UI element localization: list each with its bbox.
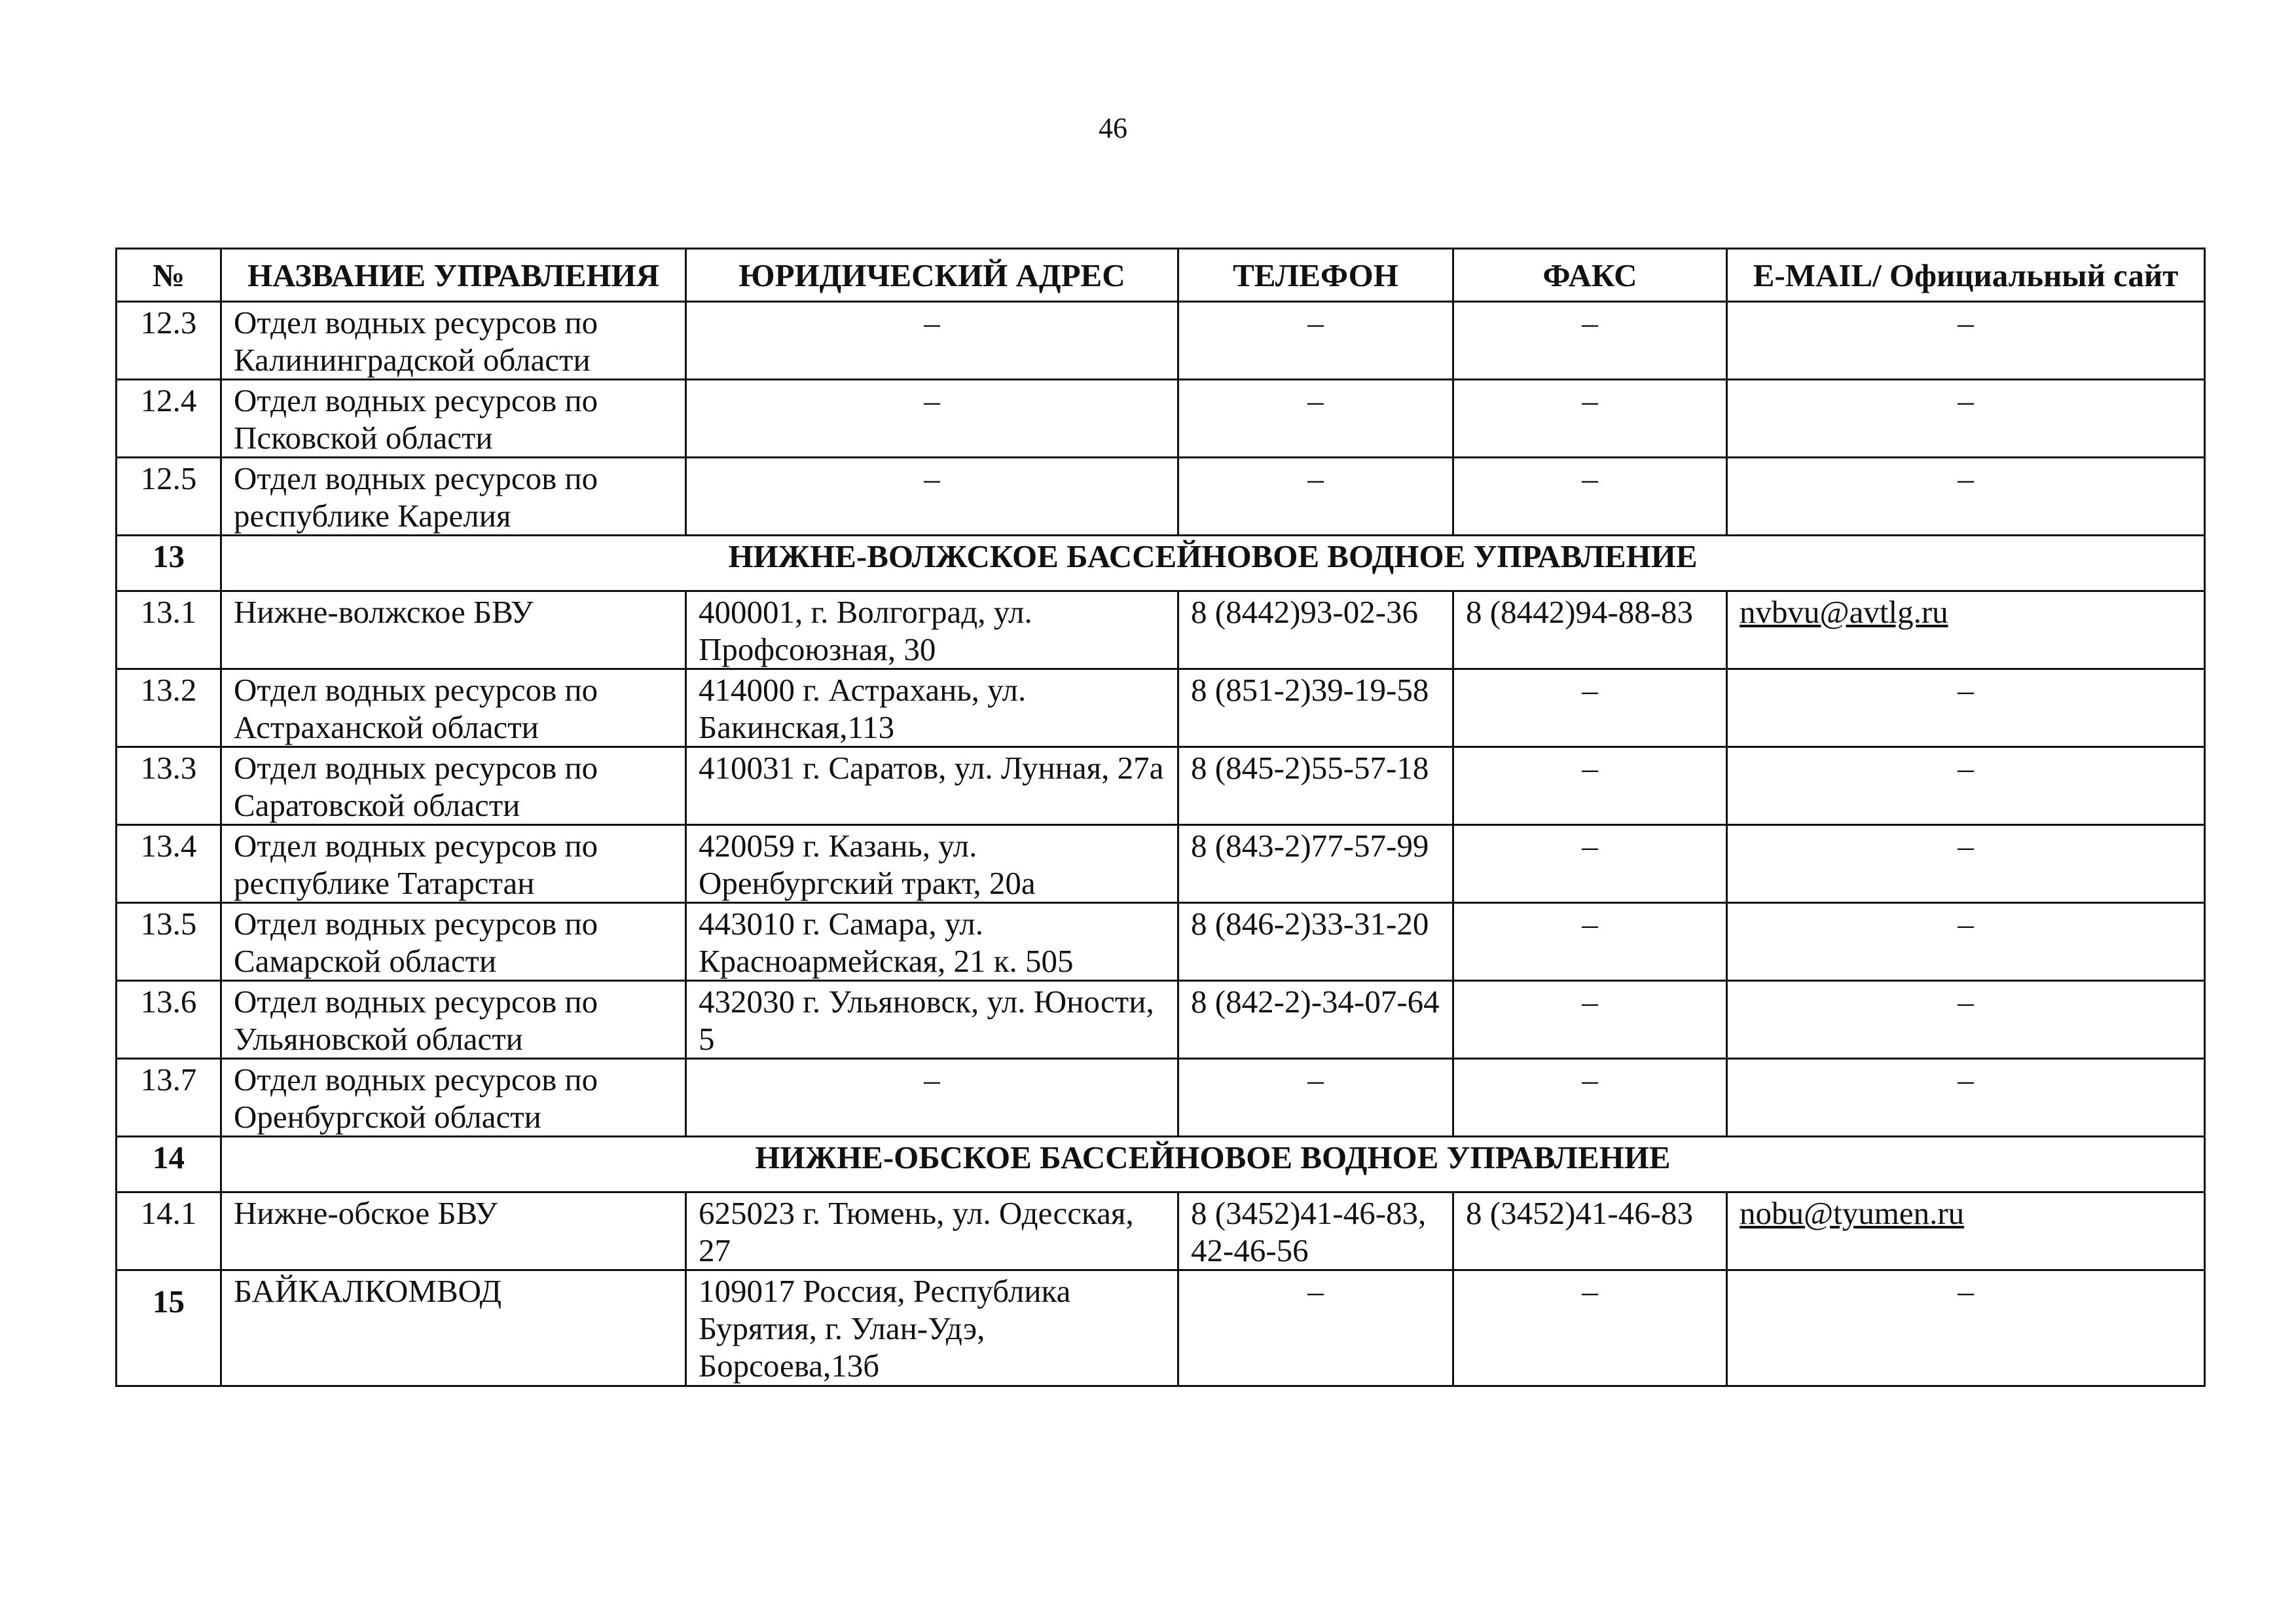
row-address: 400001, г. Волгоград, ул. Профсоюзная, 30	[686, 591, 1178, 669]
header-address: ЮРИДИЧЕСКИЙ АДРЕС	[686, 249, 1178, 302]
row-address: 432030 г. Ульяновск, ул. Юности, 5	[686, 981, 1178, 1059]
row-name: Отдел водных ресурсов по Астраханской области	[221, 669, 686, 747]
row-address: –	[686, 380, 1178, 458]
row-address: –	[686, 1059, 1178, 1137]
row-name: Отдел водных ресурсов по Саратовской области	[221, 747, 686, 825]
row-address: 414000 г. Астрахань, ул. Бакинская,113	[686, 669, 1178, 747]
table-row	[117, 669, 2205, 747]
row-fax: 8 (3452)41-46-83	[1453, 1192, 1727, 1270]
row-fax: –	[1453, 458, 1727, 536]
water-management-table	[115, 248, 2206, 1387]
row-phone: –	[1178, 380, 1453, 458]
table-row	[117, 747, 2205, 825]
row-num: 14.1	[117, 1192, 221, 1270]
row-name: Отдел водных ресурсов по Псковской области	[221, 380, 686, 458]
row-fax: –	[1453, 669, 1727, 747]
row-address: 443010 г. Самара, ул. Красноармейская, 21 к. 505	[686, 903, 1178, 981]
section-row	[117, 1137, 2205, 1192]
row-phone: 8 (8442)93-02-36	[1178, 591, 1453, 669]
table-header-row	[117, 249, 2205, 302]
row-num: 12.4	[117, 380, 221, 458]
table-row	[117, 591, 2205, 669]
section-row	[117, 536, 2205, 591]
page-number: 46	[1099, 112, 1127, 144]
row-num: 15	[117, 1270, 221, 1386]
header-email: E-MAIL/ Официальный сайт	[1727, 249, 2205, 302]
row-name: Отдел водных ресурсов по Самарской области	[221, 903, 686, 981]
row-email: –	[1727, 302, 2205, 380]
row-num: 13.1	[117, 591, 221, 669]
header-num: №	[117, 249, 221, 302]
row-fax: –	[1453, 1059, 1727, 1137]
row-phone: –	[1178, 1270, 1453, 1386]
row-fax: –	[1453, 747, 1727, 825]
row-email-link[interactable]: nobu@tyumen.ru	[1727, 1192, 2205, 1270]
row-phone: 8 (845-2)55-57-18	[1178, 747, 1453, 825]
row-address: –	[686, 302, 1178, 380]
row-num: 13.4	[117, 825, 221, 903]
header-phone: ТЕЛЕФОН	[1178, 249, 1453, 302]
row-name: Отдел водных ресурсов по Калининградской области	[221, 302, 686, 380]
table-row	[117, 825, 2205, 903]
row-email: –	[1727, 1059, 2205, 1137]
table-row	[117, 302, 2205, 380]
table-row	[117, 1192, 2205, 1270]
table-row	[117, 380, 2205, 458]
row-email: –	[1727, 669, 2205, 747]
row-address: 410031 г. Саратов, ул. Лунная, 27а	[686, 747, 1178, 825]
row-num: 12.3	[117, 302, 221, 380]
section-title: НИЖНЕ-ВОЛЖСКОЕ БАССЕЙНОВОЕ ВОДНОЕ УПРАВЛЕНИЕ	[221, 536, 2205, 591]
table-row	[117, 458, 2205, 536]
header-fax: ФАКС	[1453, 249, 1727, 302]
row-name: Отдел водных ресурсов по республике Татарстан	[221, 825, 686, 903]
section-num: 14	[117, 1137, 221, 1192]
row-fax: –	[1453, 903, 1727, 981]
row-email: –	[1727, 825, 2205, 903]
row-fax: –	[1453, 1270, 1727, 1386]
row-name: БАЙКАЛКОМВОД	[221, 1270, 686, 1386]
row-phone: 8 (851-2)39-19-58	[1178, 669, 1453, 747]
row-phone: –	[1178, 458, 1453, 536]
header-name: НАЗВАНИЕ УПРАВЛЕНИЯ	[221, 249, 686, 302]
row-fax: –	[1453, 981, 1727, 1059]
table-row	[117, 1059, 2205, 1137]
row-email-link[interactable]: nvbvu@avtlg.ru	[1727, 591, 2205, 669]
row-phone: –	[1178, 1059, 1453, 1137]
row-fax: –	[1453, 825, 1727, 903]
row-email: –	[1727, 458, 2205, 536]
row-phone: 8 (846-2)33-31-20	[1178, 903, 1453, 981]
row-fax: –	[1453, 380, 1727, 458]
row-num: 13.2	[117, 669, 221, 747]
row-phone: 8 (3452)41-46-83, 42-46-56	[1178, 1192, 1453, 1270]
row-address: 109017 Россия, Республика Бурятия, г. Улан-Удэ, Борсоева,13б	[686, 1270, 1178, 1386]
row-phone: 8 (843-2)77-57-99	[1178, 825, 1453, 903]
row-num: 13.7	[117, 1059, 221, 1137]
row-address: 420059 г. Казань, ул. Оренбургский тракт, 20а	[686, 825, 1178, 903]
table-row	[117, 1270, 2205, 1386]
row-phone: 8 (842-2)-34-07-64	[1178, 981, 1453, 1059]
section-num: 13	[117, 536, 221, 591]
row-email: –	[1727, 981, 2205, 1059]
table-row	[117, 903, 2205, 981]
row-email: –	[1727, 747, 2205, 825]
row-fax: 8 (8442)94-88-83	[1453, 591, 1727, 669]
row-name: Отдел водных ресурсов по Ульяновской области	[221, 981, 686, 1059]
row-name: Отдел водных ресурсов по республике Карелия	[221, 458, 686, 536]
row-fax: –	[1453, 302, 1727, 380]
table-row	[117, 981, 2205, 1059]
row-email: –	[1727, 1270, 2205, 1386]
row-email: –	[1727, 380, 2205, 458]
row-num: 12.5	[117, 458, 221, 536]
row-num: 13.3	[117, 747, 221, 825]
row-address: –	[686, 458, 1178, 536]
row-address: 625023 г. Тюмень, ул. Одесская, 27	[686, 1192, 1178, 1270]
row-name: Отдел водных ресурсов по Оренбургской области	[221, 1059, 686, 1137]
row-email: –	[1727, 903, 2205, 981]
row-num: 13.5	[117, 903, 221, 981]
section-title: НИЖНЕ-ОБСКОЕ БАССЕЙНОВОЕ ВОДНОЕ УПРАВЛЕНИЕ	[221, 1137, 2205, 1192]
row-num: 13.6	[117, 981, 221, 1059]
row-phone: –	[1178, 302, 1453, 380]
row-name: Нижне-обское БВУ	[221, 1192, 686, 1270]
row-name: Нижне-волжское БВУ	[221, 591, 686, 669]
